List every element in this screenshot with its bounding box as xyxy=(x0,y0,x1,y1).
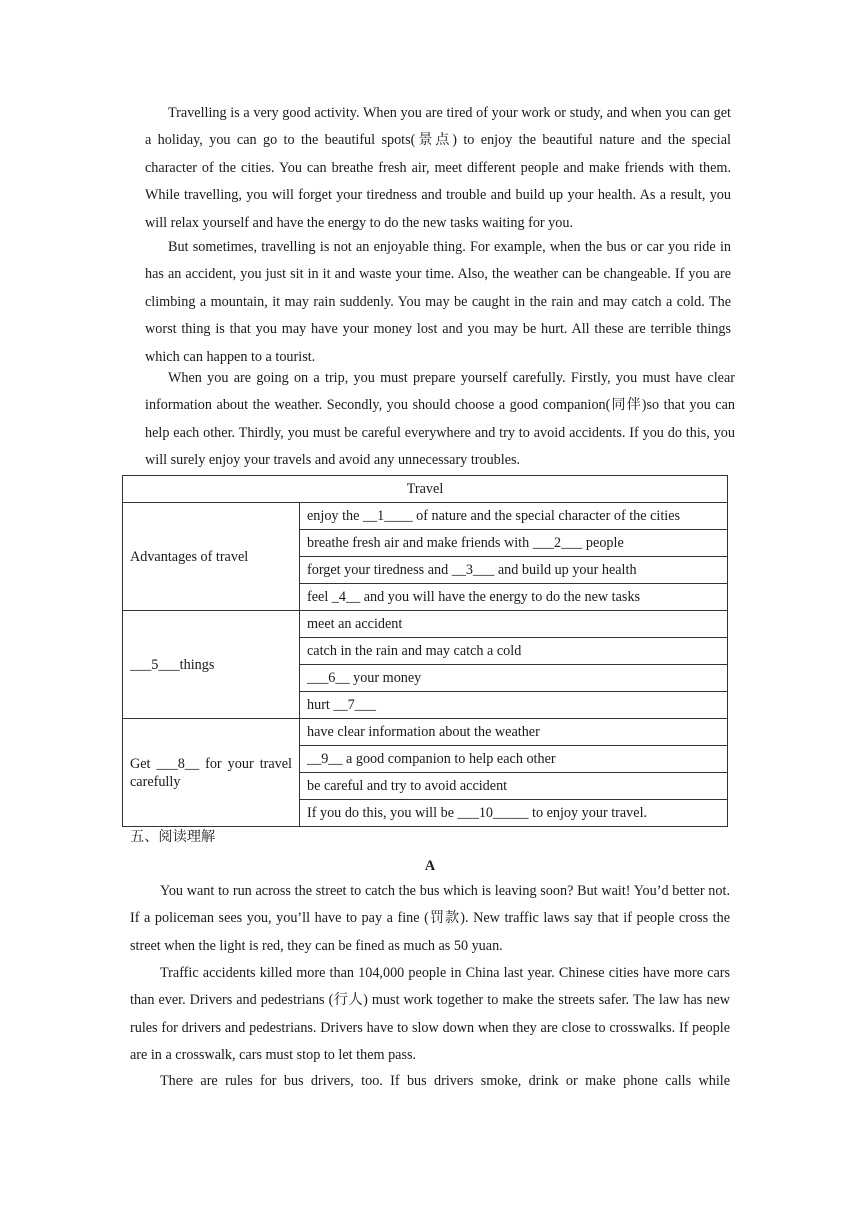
reading-paragraph-1: You want to run across the street to catch the bus which is leaving soon? But wait! You’d better not. If a policeman sees you, you’ll have to pay a fine (罚款). New traffic laws say that if people cross the street when the light is red, they can be fined as much as 50 yuan. xyxy=(130,883,730,954)
passage-paragraph-2: But sometimes, travelling is not an enjoyable thing. For example, when the bus or car you ride in has an accident, you just sit in it and waste your time. Also, the weather can be changeable. If you are climbing a mountain, it may rain suddenly. You may be caught in the rain and may catch a cold. The worst thing is that you may have your money lost and you may be hurt. All these are terrible things which can happen to a tourist. xyxy=(145,239,731,365)
table-row xyxy=(123,719,728,746)
group-label-things: ___5___things xyxy=(123,611,300,719)
table-cell: have clear information about the weather xyxy=(300,719,728,746)
table-cell: forget your tiredness and __3___ and build up your health xyxy=(300,557,728,584)
table-title: Travel xyxy=(123,476,728,503)
travel-table xyxy=(122,475,728,827)
section-heading: 五、阅读理解 xyxy=(130,829,216,845)
group-label-advantages: Advantages of travel xyxy=(123,503,300,611)
table-cell: hurt __7___ xyxy=(300,692,728,719)
table-title-row xyxy=(123,476,728,503)
reading-paragraph-2: Traffic accidents killed more than 104,000 people in China last year. Chinese cities have more cars than ever. Drivers and pedestrians (行人) must work together to make the streets safer. The law has new rules for drivers and pedestrians. Drivers have to slow down when they are close to crosswalks. If people are in a crosswalk, cars must stop to let them pass. xyxy=(130,965,730,1064)
passage-paragraph-3: When you are going on a trip, you must prepare yourself carefully. Firstly, you must have clear information about the weather. Secondly, you should choose a good companion(同伴)so that you can help each other. Thirdly, you must be careful everywhere and try to avoid accidents. If you do this, you will surely enjoy your travels and avoid any unnecessary troubles. xyxy=(145,370,735,469)
passage-paragraph-1: Travelling is a very good activity. When you are tired of your work or study, and when you can get a holiday, you can go to the beautiful spots(景点) to enjoy the beautiful nature and the special character of the cities. You can breathe fresh air, meet different people and make friends with them. While travelling, you will forget your tiredness and trouble and build up your health. As a result, you will relax yourself and have the energy to do the new tasks waiting for you. xyxy=(145,105,731,231)
table-cell: meet an accident xyxy=(300,611,728,638)
reading-paragraph-3: There are rules for bus drivers, too. If bus drivers smoke, drink or make phone calls while xyxy=(160,1073,730,1089)
table-cell: ___6__ your money xyxy=(300,665,728,692)
table-cell: __9__ a good companion to help each other xyxy=(300,746,728,773)
table-cell: If you do this, you will be ___10_____ to enjoy your travel. xyxy=(300,800,728,827)
table-cell: catch in the rain and may catch a cold xyxy=(300,638,728,665)
table-cell: enjoy the __1____ of nature and the special character of the cities xyxy=(300,503,728,530)
table-row xyxy=(123,503,728,530)
table-row xyxy=(123,611,728,638)
table-cell: breathe fresh air and make friends with ___2___ people xyxy=(300,530,728,557)
group-label-get-ready: Get ___8__ for your travel carefully xyxy=(123,719,300,827)
table-cell: feel _4__ and you will have the energy to do the new tasks xyxy=(300,584,728,611)
passage-letter: A xyxy=(424,858,436,874)
table-cell: be careful and try to avoid accident xyxy=(300,773,728,800)
